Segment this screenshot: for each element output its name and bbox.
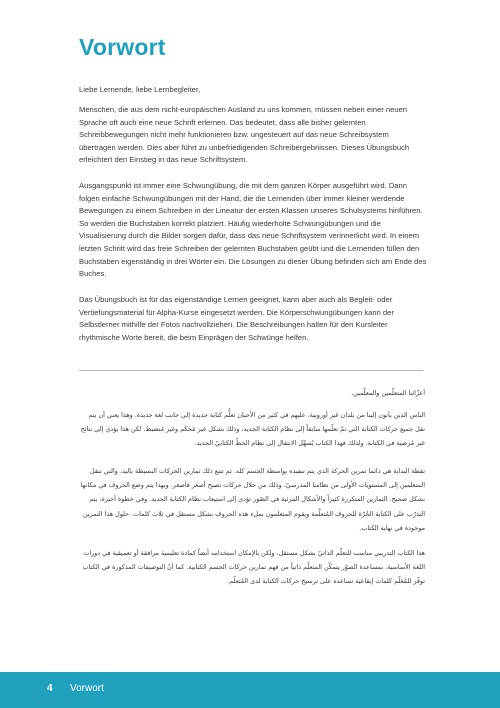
arabic-paragraph-method: نقطة البداية هي دائما تمرين الحركة الذي يتم تنفيذه بواسطة الجسم كله. ثم تتبع ذلك تمارين الحركات البسيطة باليد، والتي تنقل المتعلمين إلى المستويات الأولى من نظامنا المدرسيّ، وذلك من خلال حركات تصبح أصغر فأصغر. وبهذا يتم وضع الحروف في مكانها بشكل صحيح. التمارين المتكررة كثيراً والأشكال المرئية في الصّور تؤدي إلى استيعاب نظام الكتابة الجديد. وفي خطوة أخيرة، يتم التدرّب على الكتابة الحُرّة للحروف المُتعلَّمة ويقوم المتعلمون بملء هذه الحروف بشكل مستقل في ثلاث كلمات. حلول هذا التمرين موجودة في نهاية الكتاب. [80, 467, 425, 532]
page-number: 4 [47, 683, 53, 694]
page-footer [0, 672, 500, 708]
page-title: Vorwort [79, 34, 166, 60]
section-divider [79, 370, 423, 371]
arabic-greeting: أعزّائنا المتعلّمين والمعلّمين، [351, 389, 425, 397]
paragraph-usage: Das Übungsbuch ist für das eigenständige Lernen geeignet, kann aber auch als Begleit- oder Vertiefungsmaterial für Alpha-Kurse eingesetzt werden. Die Körperschwungübungen kann der Selbstlerner mithilfe der Fotos nachvollziehen. Die Beschreibungen halten für den Kursleiter rhythmische Worte bereit, die beim Einprägen der Schwünge helfen. [79, 295, 394, 342]
greeting: Liebe Lernende, liebe Lernbegleiter, [79, 85, 201, 94]
paragraph-method: Ausgangspunkt ist immer eine Schwungübung, die mit dem ganzen Körper ausgeführt wird. Dann folgen einfache Schwungübungen mit der Hand, die die Lernenden über immer kleiner werdende Bewegungen zu einem Schreiben in der Lineatur der ersten Klassen unseres Schulsystems hinführen. So werden die Buchstaben korrekt platziert. Häufig wiederholte Schwungübungen und die Visualisierung durch die Bilder sorgen dafür, dass das neue Schriftsystem verinnerlicht wird. In einem letzten Schritt wird das freie Schreiben der gelernten Buchstaben geübt und die Lernenden füllen den Buchstaben eigenständig in drei Wörter ein. Die Lösungen zu dieser Übung befinden sich am Ende des Buches. [79, 181, 427, 279]
footer-section-title: Vorwort [70, 683, 104, 694]
arabic-paragraph-intro: الناس الذين يأتون إلينا من بلدان غير أوروبية، عليهم في كثير من الأحيان تعلُّم كتابة جديدة إلى جانب لغة جديدة. وهذا يعني أن يتم نقل جميع حركات الكتابة التي تمّ تعلّمها سابقاً إلى نظام الكتابة الجديد، وذلك بشكل غير مُحكَم وغير مُنضبط. لكن هذا يؤدي إلى نتائج غير مُرضية في الكتابة. ولذلك فهذا الكتاب يُسهِّل الانتقال إلى نظام الخطّ الكتابيّ الجديد. [80, 411, 425, 448]
paragraph-intro: Menschen, die aus dem nicht-europäischen Ausland zu uns kommen, müssen neben einer neuen Sprache oft auch eine neue Schrift erlernen. Das bedeutet, dass alle bisher gelernten Schreibbewegungen nicht mehr funktionieren bzw. ungesteuert auf das neue Schreibsystem übertragen werden. Dies aber führt zu unbefriedigenden Schreibergebnissen. Dieses Übungsbuch erleichtert den Einstieg in das neue Schriftsystem. [79, 105, 410, 165]
arabic-paragraph-usage: هذا الكتاب التدريبي مناسب للتعلّم الذاتيّ بشكل مستقل، ولكن بالإمكان استخدامه أيضاً كمادة تعليمية مرافقة أو تعميقية في دورات اللغة الأساسية. بمساعدة الصوّر يتمكّن المتعلّم ذاتياً من فهم تمارين حركات الجسم الكتابية. كما أنّ التوصيفات المذكورة في الكتاب توفّر للمُعلّم كلمات إيقاعية تساعده على ترسيخ حركات الكتابة لدى المُتعلّم. [82, 549, 425, 586]
